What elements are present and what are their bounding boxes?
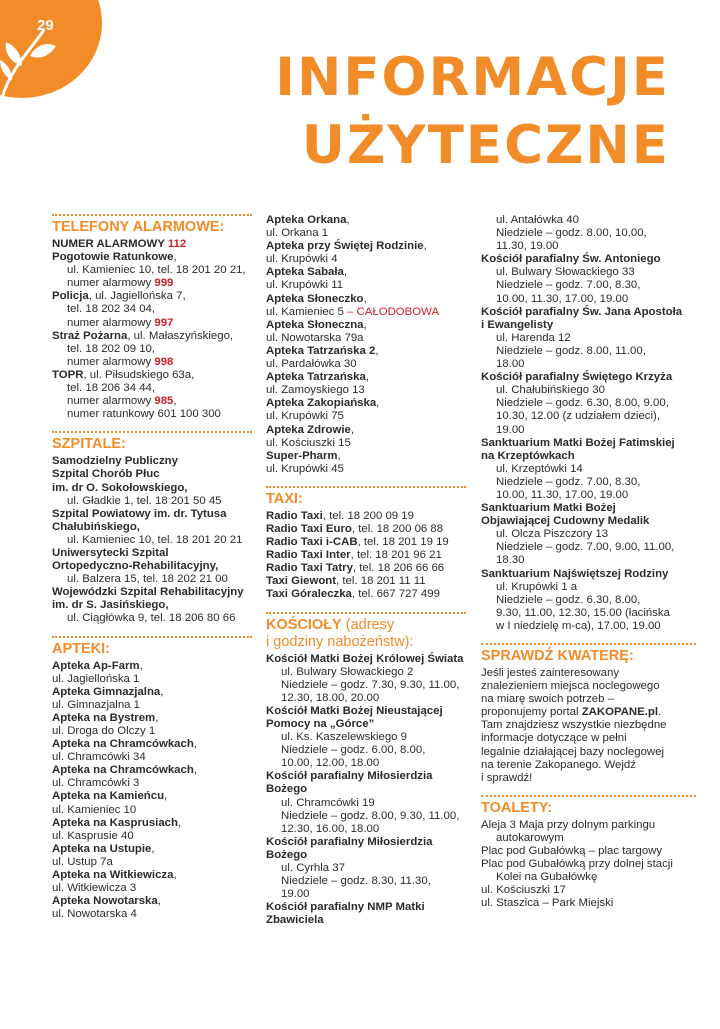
section-heading-accommodation: SPRAWDŹ KWATERĘ:	[481, 643, 696, 665]
pharmacy-name-line: Apteka na Chramcówkach,	[52, 764, 197, 777]
section-toilets	[481, 795, 696, 911]
hospital-name: im. dr S. Jasińskiego,	[52, 599, 169, 612]
pharmacy-name-line: Apteka na Chramcówkach,	[52, 738, 197, 751]
policja-rest: , ul. Jagiellońska 7,	[88, 290, 186, 303]
straz-name-line	[52, 330, 252, 343]
pharmacy-address	[52, 699, 252, 712]
church-info: ul. Harenda 12	[496, 331, 571, 344]
pharmacy-name: Apteka Orkana	[266, 214, 347, 226]
num-label: numer alarmowy	[67, 277, 152, 290]
pharmacy-list-1	[52, 660, 252, 922]
pharmacy-address	[266, 437, 466, 450]
topr-number-line	[52, 395, 252, 408]
pharmacy-name-line: Apteka na Kamieńcu,	[52, 790, 168, 803]
church-info: 10.00, 12.00, 18.00	[281, 757, 380, 770]
pogotowie-name: Pogotowie Ratunkowe	[52, 251, 174, 264]
taxi-list	[266, 510, 466, 602]
pharmacy-address	[266, 279, 466, 292]
pharmacy-name: Apteka Tatrzańska 2	[266, 344, 376, 357]
section-heading-hospitals: SZPITALE:	[52, 431, 252, 453]
hospital-address: ul. Balzera 15, tel. 18 202 21 00	[67, 573, 228, 586]
churches-heading-bold: KOŚCIOŁY	[266, 616, 342, 633]
pharmacy-name: Apteka Gimnazjalna	[52, 685, 161, 698]
pharmacy-name: Apteka na Witkiewicza	[52, 869, 174, 882]
pharmacy-address-text: ul. Krupówki 75	[266, 410, 344, 423]
taxi-name: Taxi Giewont	[266, 575, 337, 588]
pharmacy-name-line: Apteka Tatrzańska,	[266, 371, 369, 384]
hospital-name: Wojewódzki Szpital Rehabilitacyjny	[52, 586, 244, 599]
church-info: 9.30, 11.00, 12.30, 15.00 (łacińska	[496, 606, 670, 619]
church-name: Sanktuarium Matki Bożej	[481, 502, 616, 515]
pharmacy-address	[266, 358, 466, 371]
hospital-address: ul. Kamieniec 10, tel. 18 201 20 21	[67, 533, 243, 546]
pharmacy-name-line: Apteka na Kasprusiach,	[52, 816, 182, 829]
accommodation-text: .	[658, 706, 662, 719]
church-name: Kościół parafialny Św. Jana Apostoła	[481, 305, 683, 318]
church-name: Kościół parafialny Miłosierdzia	[266, 835, 433, 848]
section-taxi	[266, 486, 466, 602]
toilet-location: autokarowym	[496, 831, 564, 844]
pharmacy-name-line: Super-Pharm,	[266, 449, 341, 462]
pharmacy-name-line: Apteka Gimnazjalna,	[52, 685, 164, 698]
church-info: 12.30, 16.00, 18.00	[281, 822, 380, 835]
church-info: Niedziele – godz. 8.30, 11.30,	[281, 875, 431, 888]
church-name: Kościół Matki Bożej Nieustającej	[266, 704, 443, 717]
section-accommodation	[481, 643, 696, 785]
pharmacy-address	[52, 856, 252, 869]
church-info: Niedziele – godz. 6.30, 8.00,	[496, 593, 641, 606]
section-heading-pharmacies: APTEKI:	[52, 636, 252, 658]
church-info: ul. Cyrhla 37	[281, 862, 345, 875]
pharmacy-name: Apteka przy Świętej Rodzinie	[266, 240, 424, 253]
church-info: ul. Bulwary Słowackiego 2	[281, 665, 414, 678]
section-alarm	[52, 214, 252, 421]
pharmacy-address-text: ul. Kasprusie 40	[52, 829, 134, 842]
church-info: 18.30	[496, 554, 525, 567]
pharmacy-name: Apteka na Chramcówkach	[52, 764, 194, 777]
church-info: Niedziele – godz. 7.00, 8.30,	[496, 279, 641, 292]
pogotowie-name-line	[52, 251, 252, 264]
church-info: ul. Krzeptówki 14	[496, 462, 583, 475]
church-info: Niedziele – godz. 6.30, 8.00, 9.00,	[496, 397, 669, 410]
pharmacy-name-line: Apteka Zdrowie,	[266, 423, 354, 436]
accommodation-text: legalnie działającej bazy noclegowej	[481, 745, 665, 758]
hospital-name: Samodzielny Publiczny	[52, 455, 178, 468]
pharmacy-name-line: Apteka Słoneczna,	[266, 318, 367, 331]
pharmacy-name: Apteka na Kasprusiach	[52, 816, 178, 829]
church-info: Niedziele – godz. 7.30, 9.30, 11.00,	[281, 678, 460, 691]
taxi-phone: , tel. 18 201 96 21	[350, 549, 442, 562]
pharmacy-name: Super-Pharm	[266, 449, 338, 462]
pharmacy-address	[52, 751, 252, 764]
num-label: numer alarmowy	[67, 395, 152, 408]
toilet-location: Kolei na Gubałówkę	[496, 871, 598, 884]
pharmacy-address	[266, 463, 466, 476]
policja-tel: tel. 18 202 34 04,	[67, 303, 156, 316]
pharmacy-name-line: Apteka Tatrzańska 2,	[266, 344, 379, 357]
pharmacy-address	[52, 908, 252, 921]
church-info: ul. Krupówki 1 a	[496, 580, 578, 593]
taxi-phone: , tel. 18 201 19 19	[357, 536, 449, 549]
church-name: Kościół parafialny Miłosierdzia	[266, 770, 433, 783]
pharmacy-address-text: ul. Orkana 1	[266, 227, 329, 240]
accommodation-text: znalezieniem miejsca noclegowego	[481, 680, 660, 693]
pharmacy-address	[52, 830, 252, 843]
section-churches	[266, 612, 466, 928]
pharmacy-name: Apteka Sabała	[266, 266, 344, 279]
church-info: Niedziele – godz. 7.00, 9.00, 11.00,	[496, 541, 675, 554]
accommodation-portal-line	[481, 706, 696, 719]
taxi-phone: , tel. 18 206 66 66	[352, 562, 445, 575]
num-label: numer alarmowy	[67, 355, 152, 368]
accommodation-text: na miarę swoich potrzeb –	[481, 693, 614, 706]
straz-tel: tel. 18 202 09 10,	[67, 342, 156, 355]
church-info: ul. Chramcówki 19	[281, 796, 375, 809]
portal-link[interactable]: ZAKOPANE.pl	[581, 706, 659, 719]
church-info: Niedziele – godz. 8.00, 9.30, 11.00,	[281, 809, 460, 822]
pogotowie-number: 999	[154, 277, 174, 290]
church-info: Niedziele – godz. 8.00, 11.00,	[496, 344, 646, 357]
church-info: 10.00, 11.30, 17.00, 19.00	[496, 488, 629, 501]
churches-heading-light: (adresy	[341, 616, 395, 633]
section-heading-alarm: TELEFONY ALARMOWE:	[52, 214, 252, 236]
topr-rescue-number: numer ratunkowy 601 100 300	[67, 408, 221, 421]
pharmacy-address	[52, 777, 252, 790]
church-info: 12.30, 18.00, 20.00	[281, 691, 380, 704]
pharmacy-address-text: ul. Zamoyskiego 13	[266, 384, 365, 397]
section-pharmacies-cont	[266, 214, 466, 476]
church-name: i Ewangelisty	[481, 318, 554, 331]
page-title-line2: UŻYTECZNE	[301, 115, 670, 176]
pogotowie-address: ul. Kamieniec 10, tel. 18 201 20 21,	[67, 264, 246, 277]
column-1	[52, 214, 252, 931]
column-2	[266, 214, 466, 938]
church-list-1	[266, 653, 466, 928]
taxi-name: Radio Taxi Tatry	[266, 562, 353, 575]
alarm-number-line	[52, 238, 252, 251]
section-hospitals	[52, 431, 252, 625]
pharmacy-address-text: ul. Witkiewicza 3	[52, 882, 137, 895]
page-number: 29	[37, 17, 54, 34]
taxi-item	[266, 523, 466, 536]
pharmacy-address-text: ul. Gimnazjalna 1	[52, 698, 141, 711]
church-info: 10.30, 12.00 (z udziałem dzieci),	[496, 410, 660, 423]
column-3	[481, 214, 696, 921]
policja-number: 997	[154, 316, 174, 329]
toilet-location: Aleja 3 Maja przy dolnym parkingu	[481, 818, 656, 831]
church-name: Sanktuarium Matki Bożej Fatimskiej	[481, 436, 675, 449]
section-heading-taxi: TAXI:	[266, 486, 466, 508]
pharmacy-name-line: Apteka na Ustupie,	[52, 842, 155, 855]
page-title-line1: INFORMACJE	[275, 47, 670, 108]
hospital-name: Uniwersytecki Szpital	[52, 546, 169, 559]
section-pharmacies	[52, 636, 252, 922]
pharmacy-name-line: Apteka na Witkiewicza,	[52, 869, 177, 882]
pharmacy-address-text: ul. Droga do Olczy 1	[52, 725, 156, 737]
taxi-item	[266, 588, 466, 601]
topr-name: TOPR	[52, 368, 84, 381]
pharmacy-name: Apteka Słoneczna	[266, 318, 364, 331]
pharmacy-name-line: Apteka Sabała,	[266, 266, 348, 279]
hospital-address: ul. Gładkie 1, tel. 18 201 50 45	[67, 494, 222, 507]
church-name: Sanktuarium Najświętszej Rodziny	[481, 567, 669, 580]
pharmacy-address-text: ul. Kościuszki 15	[266, 436, 351, 449]
pogotowie-number-line	[52, 277, 252, 290]
taxi-name: Radio Taxi	[266, 509, 323, 522]
pharmacy-name: Apteka Zdrowie	[266, 423, 351, 436]
straz-number: 998	[154, 355, 174, 368]
church-name: Zbawiciela	[266, 914, 324, 927]
pharmacy-name-line: Apteka Zakopiańska,	[266, 397, 380, 410]
accommodation-text: proponujemy portal	[481, 706, 582, 719]
hospital-name: im. dr O. Sokołowskiego,	[52, 481, 188, 494]
pharmacy-name: Apteka Ap-Farm	[52, 659, 140, 672]
accommodation-text: Tam znajdziesz wszystkie niezbędne	[481, 719, 667, 732]
num-label: numer alarmowy	[67, 316, 152, 329]
pharmacy-name: Apteka Zakopiańska	[266, 397, 377, 410]
accommodation-text: informacje dotyczące w pełni	[481, 732, 627, 745]
pharmacy-address-text: ul. Krupówki 4	[266, 253, 338, 266]
hospital-name: Szpital Chorób Płuc	[52, 468, 160, 481]
church-name: Kościół parafialny Świętego Krzyża	[481, 371, 673, 384]
pharmacy-address-text: ul. Krupówki 45	[266, 462, 344, 475]
toilet-location: Plac pod Gubałówką przy dolnej stacji	[481, 858, 673, 871]
accommodation-text: Jeśli jesteś zainteresowany	[481, 667, 620, 679]
pharmacy-address-text: ul. Nowotarska 4	[52, 908, 137, 921]
church-info: Niedziele – godz. 6.00, 8.00,	[281, 744, 426, 757]
church-info: 10.00, 11.30, 17.00, 19.00	[496, 292, 629, 305]
church-name: Bożego	[266, 783, 308, 796]
pharmacy-address-text: ul. Jagiellońska 1	[52, 672, 140, 685]
pharmacy-name: Apteka na Chramcówkach	[52, 738, 194, 751]
pharmacy-name: Apteka na Bystrem	[52, 711, 156, 724]
pharmacy-name: Apteka na Ustupie	[52, 842, 152, 855]
policja-name: Policja	[52, 290, 89, 303]
church-info: ul. Bulwary Słowackiego 33	[496, 266, 635, 279]
pharmacy-address	[52, 673, 252, 686]
topr-tel: tel. 18 206 34 44,	[67, 382, 156, 395]
pharmacy-address-text: ul. Chramcówki 34	[52, 751, 146, 764]
taxi-item	[266, 562, 466, 575]
pharmacy-name: Apteka Słoneczko	[266, 292, 364, 305]
pharmacy-address-text: ul. Krupówki 11	[266, 279, 344, 292]
hospital-address: ul. Ciągłówka 9, tel. 18 206 80 66	[67, 612, 236, 625]
pharmacy-address	[266, 306, 466, 319]
churches-heading-light-2: i godziny nabożeństw):	[266, 633, 414, 650]
topr-rest2: ,	[173, 395, 177, 408]
toilet-location: ul. Kościuszki 17	[481, 884, 566, 897]
pharmacy-name-line: Apteka przy Świętej Rodzinie,	[266, 240, 427, 253]
toilet-location: ul. Staszica – Park Miejski	[481, 897, 614, 910]
hospital-name: Szpital Powiatowy im. dr. Tytusa	[52, 507, 227, 520]
church-name: Bożego	[266, 848, 308, 861]
taxi-name: Radio Taxi i-CAB	[266, 536, 358, 549]
section-churches-cont	[481, 214, 696, 633]
straz-number-line	[52, 356, 252, 369]
open-24h-badge: – CAŁODOBOWA	[347, 305, 440, 318]
taxi-item	[266, 536, 466, 549]
accommodation-text: i sprawdź!	[481, 771, 533, 784]
section-heading-churches	[266, 612, 466, 651]
taxi-name: Radio Taxi Euro	[266, 522, 352, 535]
pharmacy-address	[52, 725, 252, 738]
church-info: 11.30, 19.00	[496, 240, 559, 253]
policja-number-line	[52, 317, 252, 330]
topr-number: 985	[154, 395, 174, 408]
pharmacy-address	[266, 253, 466, 266]
pharmacy-name-line: Apteka na Bystrem,	[52, 711, 159, 724]
topr-name-line	[52, 369, 252, 382]
pharmacy-name: Apteka na Kamieńcu	[52, 790, 165, 803]
church-name: na Krzeptówkach	[481, 449, 575, 462]
church-list-2	[481, 214, 696, 633]
pharmacy-name: Apteka Tatrzańska	[266, 371, 366, 384]
church-info: ul. Ks. Kaszelewskiego 9	[281, 731, 407, 744]
alarm-number-label: NUMER ALARMOWY	[52, 238, 165, 250]
pharmacy-name-line: Apteka Nowotarska,	[52, 895, 161, 908]
toilet-location: Plac pod Gubałówką – plac targowy	[481, 845, 663, 858]
church-info: ul. Chałubińskiego 30	[496, 384, 605, 397]
pharmacy-address-text: ul. Nowotarska 79a	[266, 331, 364, 344]
church-info: 18.00	[496, 358, 525, 371]
pharmacy-address	[266, 227, 466, 240]
church-name: Kościół parafialny Św. Antoniego	[481, 253, 661, 266]
pharmacy-name-line: Apteka Ap-Farm,	[52, 659, 143, 672]
hospital-name: Ortopedyczno-Rehabilitacyjny,	[52, 560, 219, 573]
church-info: Niedziele – godz. 7.00, 8.30,	[496, 475, 641, 488]
church-info: ul. Olcza Piszczory 13	[496, 528, 609, 541]
straz-rest: , ul. Małaszyńskiego,	[127, 329, 234, 342]
taxi-phone: , tel. 18 200 09 19	[322, 509, 414, 522]
taxi-item	[266, 575, 466, 588]
section-heading-toilets: TOALETY:	[481, 795, 696, 817]
alarm-number: 112	[167, 238, 187, 250]
pharmacy-address	[266, 332, 466, 345]
church-info: ul. Antałówka 40	[496, 214, 579, 226]
pharmacy-address-text: ul. Chramcówki 3	[52, 777, 140, 790]
pharmacy-address	[266, 384, 466, 397]
church-info: Niedziele – godz. 8.00, 10.00,	[496, 227, 647, 240]
church-name: Pomocy na „Górce”	[266, 718, 375, 730]
church-info: 19.00	[281, 888, 310, 901]
pharmacy-address-text: ul. Kamieniec 10	[52, 803, 137, 816]
pharmacy-address	[266, 410, 466, 423]
church-info: w I niedzielę m-ca), 17.00, 19.00	[496, 619, 661, 632]
taxi-item	[266, 549, 466, 562]
pharmacy-address-text: ul. Ustup 7a	[52, 855, 113, 868]
taxi-name: Radio Taxi Inter	[266, 549, 351, 562]
policja-name-line	[52, 290, 252, 303]
church-name: Objawiającej Cudowny Medalik	[481, 515, 650, 528]
pharmacy-address-text: ul. Pardałówka 30	[266, 358, 357, 371]
taxi-phone: , tel. 18 200 06 88	[351, 522, 444, 535]
pharmacy-address	[52, 882, 252, 895]
taxi-phone: , tel. 667 727 499	[351, 588, 440, 601]
pharmacy-name-line: Apteka Orkana,	[266, 214, 350, 226]
taxi-item	[266, 510, 466, 523]
accommodation-text: na terenie Zakopanego. Wejdź	[481, 758, 636, 771]
pharmacy-name-line: Apteka Słoneczko,	[266, 292, 367, 305]
taxi-phone: , tel. 18 201 11 11	[336, 575, 426, 588]
pharmacy-name: Apteka Nowotarska	[52, 895, 158, 908]
taxi-name: Taxi Góraleczka	[266, 588, 352, 601]
straz-name: Straż Pożarna	[52, 329, 128, 342]
church-name: Kościół parafialny NMP Matki	[266, 901, 425, 914]
hospital-name: Chałubińskiego,	[52, 520, 140, 533]
pharmacy-address	[52, 804, 252, 817]
church-info: 19.00	[496, 423, 525, 436]
church-name: Kościół Matki Bożej Królowej Świata	[266, 652, 464, 665]
pogotowie-rest: ,	[173, 251, 177, 264]
pharmacy-address-text: ul. Kamieniec 5	[266, 305, 344, 318]
topr-rest: , ul. Piłsudskiego 63a,	[83, 368, 195, 381]
pharmacy-list-2	[266, 214, 466, 476]
